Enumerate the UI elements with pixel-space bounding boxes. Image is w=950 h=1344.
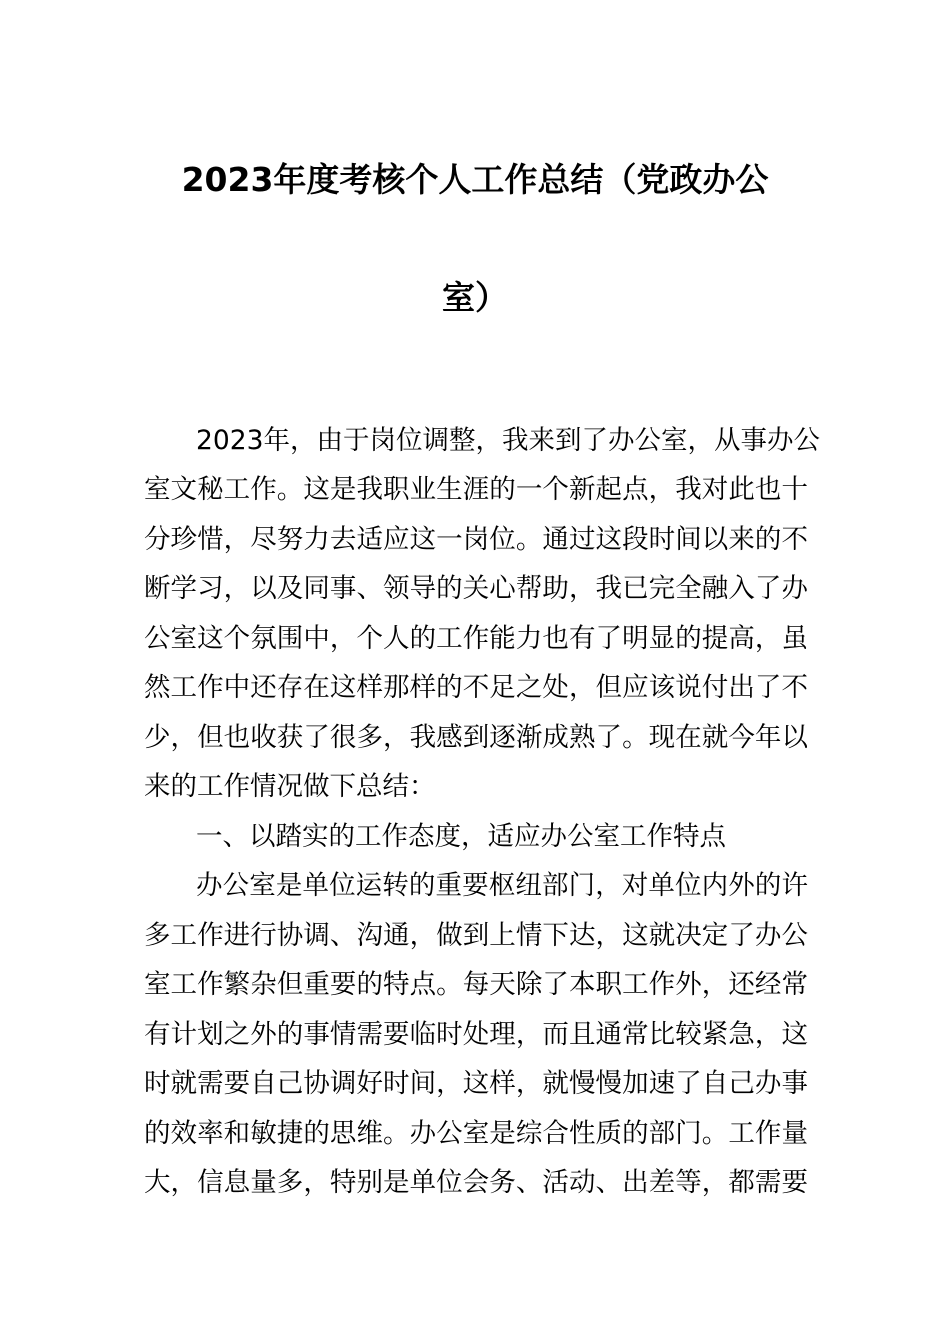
section-heading-1: 一、以踏实的工作态度，适应办公室工作特点 [196, 821, 726, 852]
paragraph-2-line-7: 大，信息量多，特别是单位会务、活动、出差等，都需要 [144, 1167, 808, 1198]
paragraph-1-line-8: 来的工作情况做下总结： [144, 771, 436, 802]
paragraph-2-line-3: 室工作繁杂但重要的特点。每天除了本职工作外，还经常 [144, 969, 808, 1000]
document-title-line-2: 室） [442, 278, 508, 317]
document-title-line-1: 2023年度考核个人工作总结（党政办公 [181, 160, 769, 199]
paragraph-1-line-7: 少，但也收获了很多，我感到逐渐成熟了。现在就今年以 [144, 722, 808, 753]
paragraph-2-line-5: 时就需要自己协调好时间，这样，就慢慢加速了自己办事 [144, 1068, 808, 1099]
paragraph-1-line-6: 然工作中还存在这样那样的不足之处，但应该说付出了不 [144, 672, 808, 703]
paragraph-2-line-1: 办公室是单位运转的重要枢纽部门，对单位内外的许 [196, 870, 808, 901]
paragraph-2-line-6: 的效率和敏捷的思维。办公室是综合性质的部门。工作量 [144, 1118, 808, 1149]
paragraph-1-line-1: 2023年，由于岗位调整，我来到了办公室，从事办公 [196, 425, 820, 456]
paragraph-1-line-2: 室文秘工作。这是我职业生涯的一个新起点，我对此也十 [144, 474, 808, 505]
paragraph-2-line-2: 多工作进行协调、沟通，做到上情下达，这就决定了办公 [144, 920, 808, 951]
paragraph-1-line-4: 断学习，以及同事、领导的关心帮助，我已完全融入了办 [144, 573, 808, 604]
paragraph-1-line-5: 公室这个氛围中，个人的工作能力也有了明显的提高，虽 [144, 623, 808, 654]
paragraph-1-line-3: 分珍惜，尽努力去适应这一岗位。通过这段时间以来的不 [144, 524, 808, 555]
paragraph-2-line-4: 有计划之外的事情需要临时处理，而且通常比较紧急，这 [144, 1019, 808, 1050]
